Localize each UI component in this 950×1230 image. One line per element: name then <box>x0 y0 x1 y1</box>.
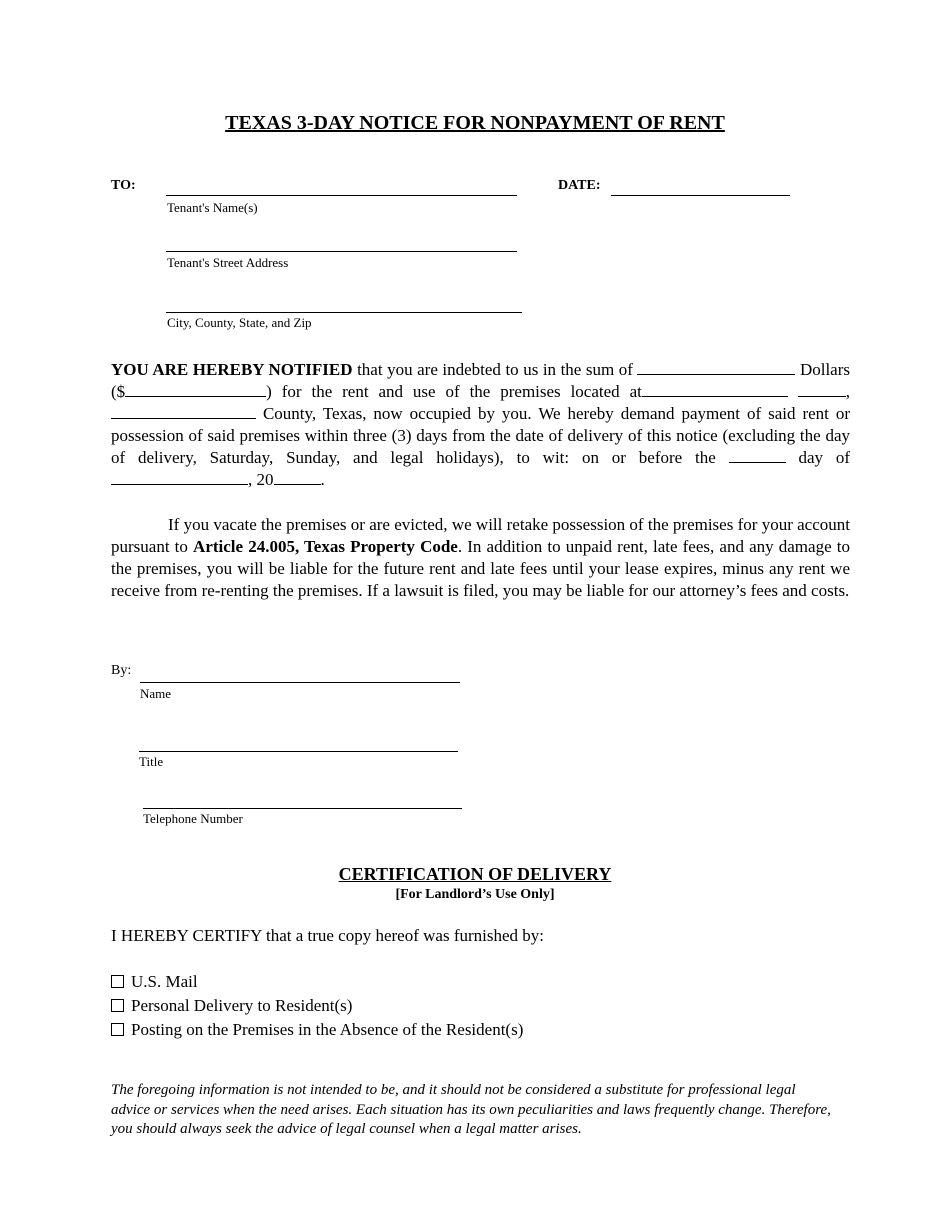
eviction-text: . In addition to unpaid rent, late fees, and any damage to the premises, you will be liable for the future rent and late fees until your lease expires, minus any rent we receive from re-renting the premises. If a lawsuit is filed, you may be liable for our attorney’s fees and costs. <box>111 537 850 600</box>
checkbox-icon[interactable] <box>111 1023 124 1036</box>
delivery-option-us-mail[interactable] <box>111 972 198 992</box>
by-label: By: <box>111 663 132 678</box>
checkbox-icon[interactable] <box>111 999 124 1012</box>
eviction-text: If you vacate the premises or are evicted, we will retake possession of the premises for your account pursuant to <box>111 515 850 556</box>
city-line[interactable] <box>166 312 522 313</box>
certification-statement: I HEREBY CERTIFY that a true copy hereof was furnished by: <box>111 926 545 945</box>
date-line[interactable] <box>611 195 790 196</box>
option-label: U.S. Mail <box>131 972 198 991</box>
date-label: DATE: <box>558 178 601 193</box>
document-title: TEXAS 3-DAY NOTICE FOR NONPAYMENT OF RENT <box>225 112 725 134</box>
telephone-line[interactable] <box>143 808 462 809</box>
property-code-reference: Article 24.005, Texas Property Code <box>193 537 458 556</box>
delivery-option-posting[interactable] <box>111 1020 523 1040</box>
signature-name-line[interactable] <box>140 682 460 683</box>
city-blank[interactable] <box>798 381 846 397</box>
name-caption: Name <box>140 686 172 701</box>
to-label: TO: <box>111 178 136 193</box>
month-blank[interactable] <box>111 469 248 485</box>
tenant-name-caption: Tenant's Name(s) <box>167 200 258 215</box>
checkbox-icon[interactable] <box>111 975 124 988</box>
day-blank[interactable] <box>729 447 786 463</box>
notice-paragraph <box>111 359 850 491</box>
notice-text: . <box>320 470 325 489</box>
option-label: Personal Delivery to Resident(s) <box>131 996 353 1015</box>
city-caption: City, County, State, and Zip <box>167 315 312 330</box>
signature-title-line[interactable] <box>139 751 458 752</box>
option-label: Posting on the Premises in the Absence of the Resident(s) <box>131 1020 524 1039</box>
notice-text: , <box>845 382 850 401</box>
sum-blank[interactable] <box>637 359 795 375</box>
notice-text: day of <box>785 448 850 467</box>
premises-address-blank[interactable] <box>642 381 788 397</box>
notice-text: that you are indebted to us in the sum of <box>352 360 638 379</box>
street-address-caption: Tenant's Street Address <box>167 255 289 270</box>
notice-text: Dollars ($ <box>111 360 850 401</box>
notice-text: , 20 <box>248 470 274 489</box>
county-blank[interactable] <box>111 403 256 419</box>
notice-intro: YOU ARE HEREBY NOTIFIED <box>111 360 353 379</box>
certification-title: CERTIFICATION OF DELIVERY <box>338 864 612 884</box>
certification-subtitle: [For Landlord’s Use Only] <box>395 887 555 902</box>
telephone-caption: Telephone Number <box>143 811 243 826</box>
notice-text: ) for the rent and use of the premises located at <box>266 382 642 401</box>
amount-blank[interactable] <box>125 381 266 397</box>
delivery-option-personal[interactable] <box>111 996 352 1016</box>
street-address-line[interactable] <box>166 251 517 252</box>
year-blank[interactable] <box>274 469 321 485</box>
legal-disclaimer: The foregoing information is not intended to be, and it should not be considered a substitute for professional legal advice or services when the need arises. Each situation has its own peculiarities and laws frequently change. Therefore, you should always seek the advice of legal counsel when a legal matter arises. <box>111 1082 831 1137</box>
notice-text: County, Texas, now occupied by you. We hereby demand payment of said rent or possession of said premises within three (3) days from the date of delivery of this notice (excluding the day of delivery, Saturday, Sunday, and legal holidays), to wit: on or before the <box>111 404 850 467</box>
tenant-name-line[interactable] <box>166 195 517 196</box>
title-caption: Title <box>139 754 164 769</box>
eviction-paragraph <box>111 514 850 602</box>
